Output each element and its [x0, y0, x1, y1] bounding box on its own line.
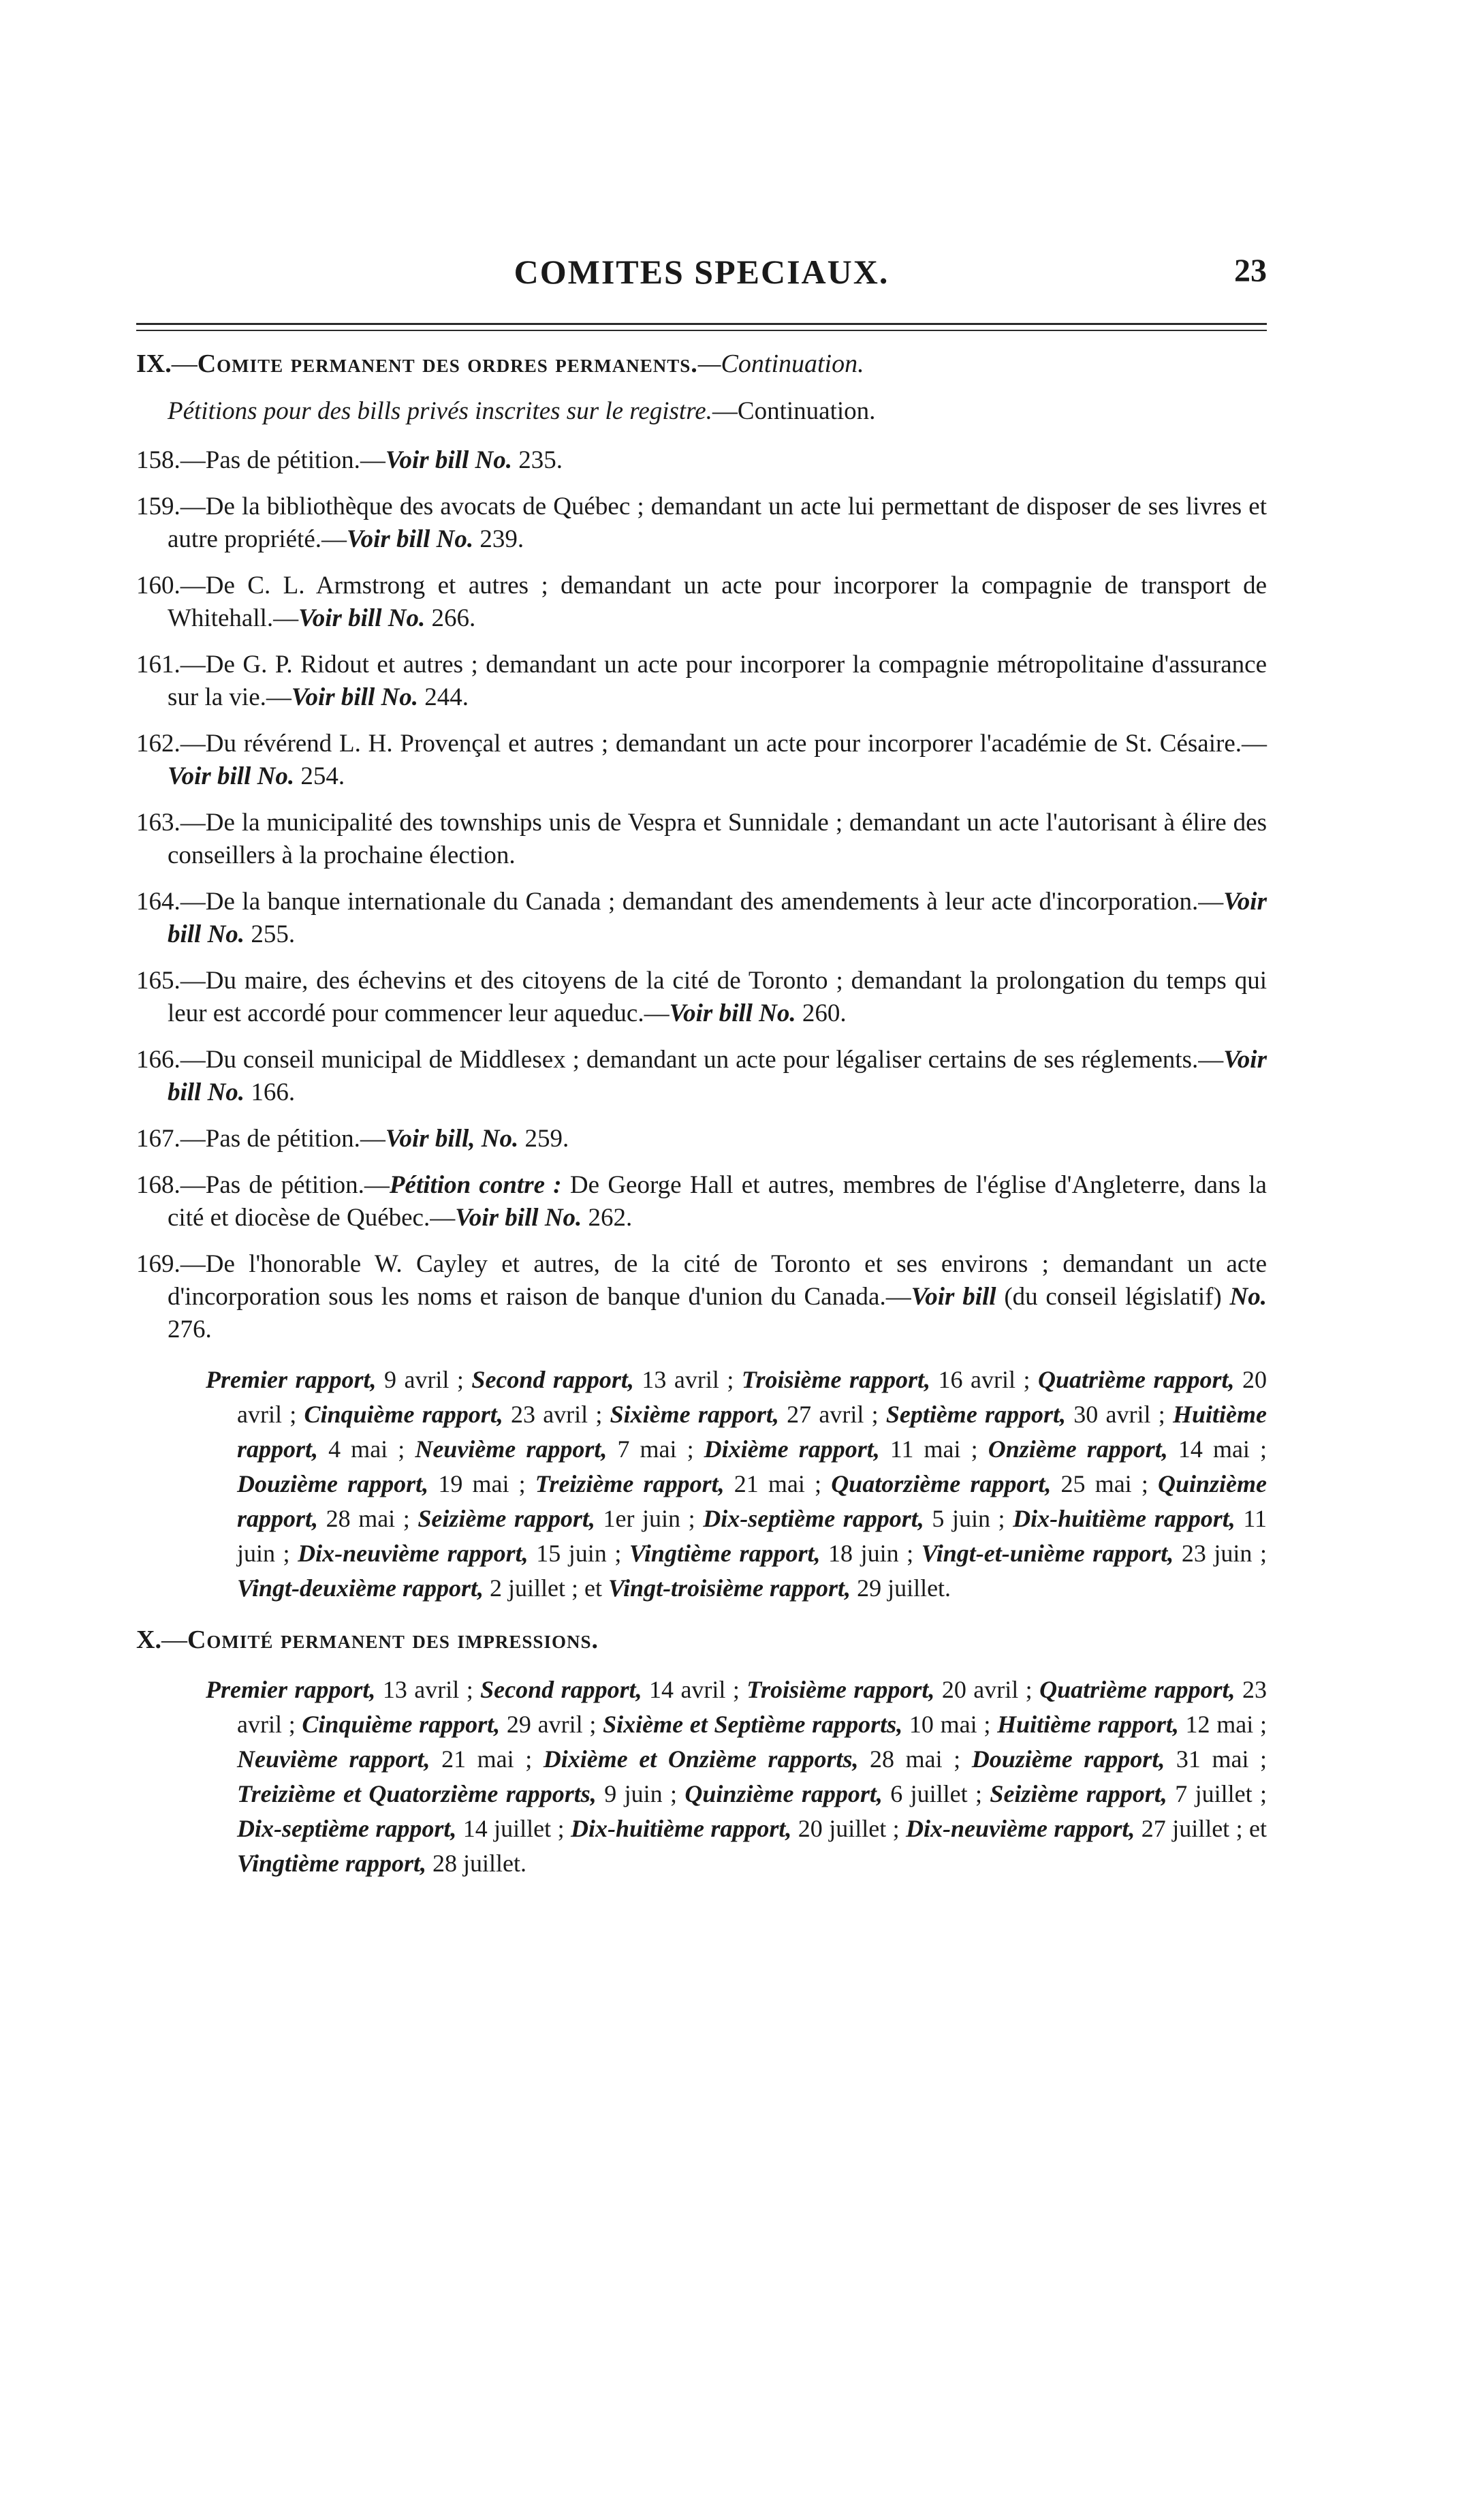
running-head: [136, 252, 1267, 300]
report-name: Dix-septième rapport,: [237, 1815, 457, 1842]
report-name: Cinquième rapport,: [302, 1711, 501, 1738]
entry-bill-ref: Voir bill: [911, 1283, 996, 1311]
entry-bill-number: 239.: [473, 525, 524, 553]
section-dash: —: [171, 349, 198, 378]
report-date: 12 mai ;: [1178, 1711, 1267, 1738]
report-name: Vingtième rapport,: [629, 1540, 821, 1567]
report-name: Neuvième rapport,: [237, 1745, 430, 1773]
entry-bill-number: De George Hall et autres, membres de l'église d'Angleterre, dans la cité et diocèse de Québec.—: [168, 1171, 1267, 1232]
report-name: Quatorzième rapport,: [831, 1470, 1052, 1497]
report-date: 13 avril ;: [633, 1366, 742, 1393]
entry-bill-number: 266.: [425, 604, 476, 632]
report-name: Dixième rapport,: [704, 1435, 880, 1463]
report-name: Quatrième rapport,: [1037, 1366, 1235, 1393]
report-name: Quinzième rapport,: [684, 1780, 883, 1807]
report-date: 14 mai ;: [1167, 1435, 1268, 1463]
entry-bill-number: 255.: [245, 920, 296, 948]
report-name: Cinquième rapport,: [304, 1401, 503, 1428]
report-date: 7 mai ;: [607, 1435, 704, 1463]
entry-bill-number: 254.: [294, 762, 345, 790]
subheading: [168, 395, 1267, 428]
entry-bill-ref: Voir bill No.: [168, 762, 295, 790]
report-date: 25 mai ;: [1051, 1470, 1158, 1497]
entry-bill-ref: Voir bill No.: [298, 604, 426, 632]
section-name: Comité permanent des impressions.: [187, 1625, 599, 1654]
entry-number: 160.: [136, 572, 180, 600]
report-name: Seizième rapport,: [990, 1780, 1167, 1807]
subheading-rest: —Continuation.: [712, 397, 876, 425]
report-name: Vingtième rapport,: [237, 1850, 427, 1877]
entry-bill-ref: Voir bill No.: [669, 999, 796, 1027]
entry-bill-number: 259.: [518, 1125, 569, 1153]
section-number: IX.: [136, 349, 172, 378]
header-rule-thin: [136, 330, 1267, 331]
report-date: 14 avril ;: [642, 1676, 747, 1703]
report-date: 1er juin ;: [595, 1505, 704, 1532]
petition-entry: [136, 491, 1267, 556]
report-date: 23 juin ;: [1174, 1540, 1267, 1567]
report-date: 23 avril ;: [237, 1676, 1267, 1738]
entry-bill-ref-2: No.: [1229, 1283, 1267, 1311]
report-date: 20 avril ;: [934, 1676, 1040, 1703]
petition-entry: [136, 728, 1267, 793]
report-date: 14 juillet ;: [456, 1815, 571, 1842]
report-date: 29 juillet.: [851, 1574, 951, 1602]
entry-number: 161.: [136, 651, 180, 679]
report-date: 6 juillet ;: [882, 1780, 990, 1807]
entry-text: —Pas de pétition.—: [180, 446, 385, 474]
report-date: 7 juillet ;: [1167, 1780, 1267, 1807]
petition-entry: [136, 1044, 1267, 1109]
entry-bill-number: 244.: [418, 683, 469, 711]
entry-number: 164.: [136, 888, 180, 916]
entry-bill-ref-2: Voir bill No.: [455, 1204, 582, 1232]
report-date: 16 avril ;: [930, 1366, 1038, 1393]
report-name: Quinzième rapport,: [237, 1470, 1267, 1532]
entry-number: 159.: [136, 493, 180, 520]
entry-text: —Pas de pétition.—: [180, 1171, 390, 1199]
entry-bill-ref: Voir bill No.: [168, 888, 1267, 948]
entry-bill-number: 260.: [796, 999, 847, 1027]
report-name: Premier rapport,: [206, 1676, 376, 1703]
report-date: 20 avril ;: [237, 1366, 1267, 1428]
report-date: 31 mai ;: [1165, 1745, 1268, 1773]
reports-paragraph-ix: [136, 1363, 1267, 1606]
entry-bill-ref: Pétition contre :: [389, 1171, 562, 1199]
report-name: Huitième rapport,: [237, 1401, 1267, 1463]
report-date: 23 avril ;: [503, 1401, 610, 1428]
report-date: 9 juin ;: [596, 1780, 685, 1807]
entry-text: —Pas de pétition.—: [180, 1125, 385, 1153]
entry-number: 163.: [136, 809, 180, 837]
entry-number: 167.: [136, 1125, 180, 1153]
report-date: 10 mai ;: [902, 1711, 998, 1738]
petition-entry: [136, 1248, 1267, 1346]
report-date: 28 mai ;: [858, 1745, 972, 1773]
petition-entry: [136, 649, 1267, 714]
section-dash: —: [161, 1625, 187, 1654]
report-date: 15 juin ;: [528, 1540, 629, 1567]
report-date: 4 mai ;: [318, 1435, 415, 1463]
report-name: Dix-huitième rapport,: [570, 1815, 792, 1842]
entry-number: 158.: [136, 446, 180, 474]
report-name: Dix-neuvième rapport,: [906, 1815, 1135, 1842]
report-name: Septième rapport,: [885, 1401, 1067, 1428]
entry-text: —De la banque internationale du Canada ; demandant des amendements à leur acte d'incorporation.—: [180, 888, 1224, 916]
report-date: 28 juillet.: [426, 1850, 527, 1877]
petition-list: [136, 444, 1267, 1346]
entry-text: —De l'honorable W. Cayley et autres, de la cité de Toronto et ses environs ; demandant un acte d'incorporation sous les noms et raison de banque d'union du Canada.—: [168, 1250, 1267, 1311]
section-name: Comite permanent des ordres permanents.: [197, 349, 698, 378]
report-date: 28 mai ;: [318, 1505, 418, 1532]
entry-text: —Du maire, des échevins et des citoyens de la cité de Toronto ; demandant la prolongation du temps qui leur est accordé pour commencer leur aqueduc.—: [168, 967, 1267, 1027]
entry-text: —De G. P. Ridout et autres ; demandant un acte pour incorporer la compagnie métropolitaine d'assurance sur la vie.—: [168, 651, 1267, 711]
report-date: 29 avril ;: [500, 1711, 603, 1738]
entry-number: 165.: [136, 967, 180, 995]
report-name: Seizième rapport,: [418, 1505, 595, 1532]
petition-entry: [136, 1169, 1267, 1234]
section-continuation: —Continuation.: [697, 349, 864, 378]
report-date: 27 avril ;: [778, 1401, 886, 1428]
report-date: 19 mai ;: [428, 1470, 535, 1497]
report-name: Troisième rapport,: [746, 1676, 935, 1703]
entry-text: —De la bibliothèque des avocats de Québec ; demandant un acte lui permettant de disposer de ses livres et autre propriété.—: [168, 493, 1267, 553]
entry-text: —De C. L. Armstrong et autres ; demandant un acte pour incorporer la compagnie de transport de Whitehall.—: [168, 572, 1267, 632]
report-name: Neuvième rapport,: [415, 1435, 608, 1463]
entry-number: 168.: [136, 1171, 180, 1199]
report-name: Treizième et Quatorzième rapports,: [237, 1780, 597, 1807]
report-date: 11 juin ;: [237, 1505, 1267, 1567]
petition-entry: [136, 570, 1267, 635]
section-heading-ix: [136, 347, 1267, 380]
report-date: 20 juillet ;: [791, 1815, 907, 1842]
petition-entry: [136, 965, 1267, 1030]
report-date: 13 avril ;: [375, 1676, 481, 1703]
report-name: Dix-huitième rapport,: [1013, 1505, 1235, 1532]
entry-number: 166.: [136, 1046, 180, 1074]
report-name: Quatrième rapport,: [1039, 1676, 1235, 1703]
petition-entry: [136, 886, 1267, 951]
petition-entry: [136, 1123, 1267, 1155]
entry-text: —Du conseil municipal de Middlesex ; demandant un acte pour légaliser certains de ses réglements.—: [180, 1046, 1224, 1074]
entry-bill-number: 235.: [511, 446, 563, 474]
reports-paragraph-x: [136, 1673, 1267, 1881]
report-date: 18 juin ;: [820, 1540, 922, 1567]
report-name: Troisième rapport,: [741, 1366, 931, 1393]
report-date: 5 juin ;: [924, 1505, 1013, 1532]
report-name: Dixième et Onzième rapports,: [543, 1745, 859, 1773]
report-name: Vingt-troisième rapport,: [608, 1574, 851, 1602]
header-rule: [136, 323, 1267, 325]
body-text: [136, 347, 1267, 1899]
page-title: COMITES SPECIAUX.: [514, 253, 889, 291]
entry-bill-ref: Voir bill No.: [347, 525, 474, 553]
entry-bill-number: 166.: [245, 1078, 296, 1106]
report-name: Douzième rapport,: [971, 1745, 1165, 1773]
report-date: 27 juillet ; et: [1135, 1815, 1267, 1842]
report-name: Premier rapport,: [206, 1366, 377, 1393]
report-name: Dix-neuvième rapport,: [298, 1540, 529, 1567]
report-name: Treizième rapport,: [535, 1470, 725, 1497]
report-name: Onzième rapport,: [988, 1435, 1168, 1463]
petition-entry: [136, 807, 1267, 872]
report-name: Huitième rapport,: [997, 1711, 1179, 1738]
report-name: Vingt-deuxième rapport,: [237, 1574, 484, 1602]
report-date: 11 mai ;: [879, 1435, 988, 1463]
report-date: 21 mai ;: [430, 1745, 544, 1773]
report-name: Dix-septième rapport,: [703, 1505, 924, 1532]
section-number: X.: [136, 1625, 161, 1654]
report-date: 21 mai ;: [724, 1470, 832, 1497]
entry-bill-number-2: 262.: [582, 1204, 633, 1232]
page-number: 23: [1234, 253, 1267, 289]
report-date: 30 avril ;: [1066, 1401, 1173, 1428]
report-name: Vingt-et-unième rapport,: [921, 1540, 1174, 1567]
report-date: 2 juillet ; et: [484, 1574, 609, 1602]
report-name: Sixième et Septième rapports,: [603, 1711, 903, 1738]
subheading-italic: Pétitions pour des bills privés inscrites sur le registre.: [168, 397, 712, 425]
entry-bill-ref: Voir bill No.: [385, 446, 512, 474]
entry-number: 169.: [136, 1250, 180, 1278]
report-name: Second rapport,: [471, 1366, 634, 1393]
entry-text: —Du révérend L. H. Provençal et autres ; demandant un acte pour incorporer l'académie de St. Césaire.—: [180, 730, 1267, 758]
report-name: Douzième rapport,: [237, 1470, 429, 1497]
section-heading-x: [136, 1623, 1267, 1656]
report-name: Sixième rapport,: [610, 1401, 779, 1428]
petition-entry: [136, 444, 1267, 477]
entry-bill-ref: Voir bill No.: [291, 683, 418, 711]
entry-bill-ref: Voir bill, No.: [385, 1125, 519, 1153]
entry-bill-number-2: 276.: [168, 1316, 212, 1343]
report-date: 9 avril ;: [376, 1366, 472, 1393]
entry-number: 162.: [136, 730, 180, 758]
entry-bill-ref: Voir bill No.: [168, 1046, 1267, 1106]
entry-bill-number: (du conseil législatif): [996, 1283, 1230, 1311]
report-name: Second rapport,: [480, 1676, 642, 1703]
entry-text: —De la municipalité des townships unis de Vespra et Sunnidale ; demandant un acte l'autorisant à élire des conseillers à la prochaine élection.: [168, 809, 1267, 869]
